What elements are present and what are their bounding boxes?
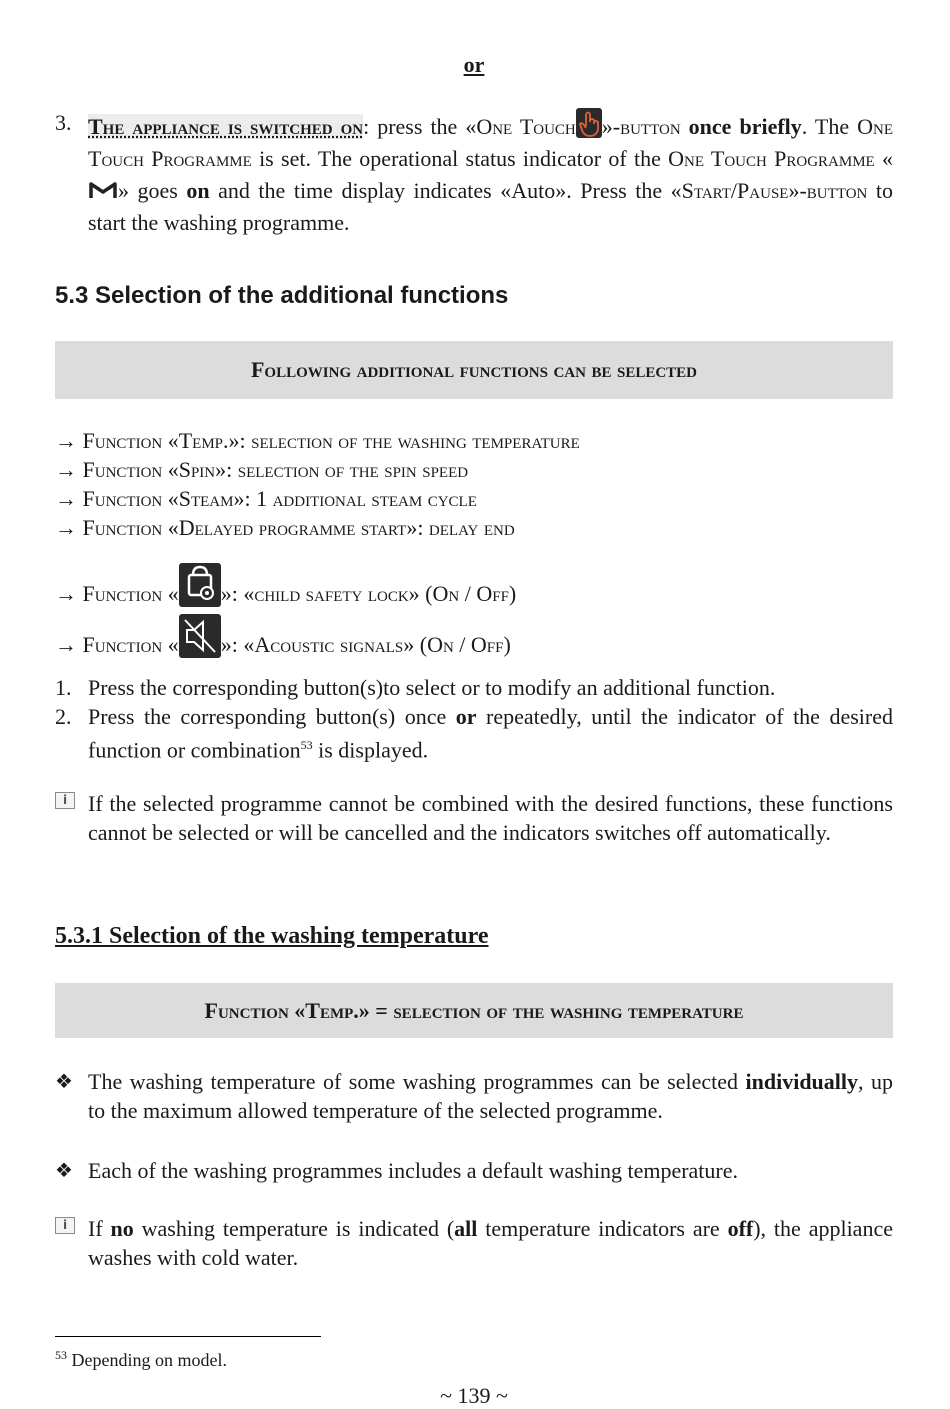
footnote-rule (55, 1336, 321, 1337)
step-2-text: Press the corresponding button(s) once or repeatedly, until the indicator of the desired function or combination$^{53}$ is displayed. (88, 704, 893, 763)
step-1-number: 1. (55, 675, 72, 700)
step-2-number: 2. (55, 704, 72, 729)
m-programme-icon (88, 177, 118, 197)
bullet-icon: ❖ (55, 1071, 73, 1093)
speaker-mute-icon (179, 614, 221, 658)
info-note-1: If the selected programme cannot be combined with the desired functions, these functions cannot be selected or will be cancelled and the indicators switches off automatically. (88, 791, 893, 845)
step-3-text: The appliance is switched on: press the «One Touch »-button once briefly. The One Touch Programme is set. The operational status indicator of the One Touch Programme «» goes on and the time display indicates «Auto». Press the «Start/Pause»-button to start the washing programme. (88, 108, 893, 239)
step-number: 3. (55, 110, 72, 135)
function-delay: → Function «Delayed programme start»: delay end (55, 515, 515, 540)
one-touch-hand-icon (576, 108, 602, 138)
additional-functions-box: Following additional functions can be selected (55, 341, 893, 399)
info-note-2: If no washing temperature is indicated (all temperature indicators are off), the appliance washes with cold water. (88, 1216, 893, 1270)
bullet-1-text: The washing temperature of some washing programmes can be selected individually, up to the maximum allowed temperature of the selected programme. (88, 1069, 894, 1123)
switched-on-highlight: The appliance is switched on (88, 114, 364, 139)
info-icon: i (55, 1217, 75, 1234)
subsection-heading: 5.3.1 Selection of the washing temperature (55, 923, 489, 949)
child-lock-icon (179, 563, 221, 607)
bullet-icon: ❖ (55, 1160, 73, 1182)
section-heading: 5.3 Selection of the additional functions (55, 282, 509, 309)
footnote: $^{53}$ Depending on model. (55, 1348, 227, 1370)
function-spin: → Function «Spin»: selection of the spin speed (55, 457, 469, 482)
step-1-text: Press the corresponding button(s)to select or to modify an additional function. (88, 675, 776, 700)
or-label: or (463, 52, 485, 77)
info-icon: i (55, 792, 75, 809)
function-steam: → Function «Steam»: 1 additional steam cycle (55, 486, 477, 511)
function-acoustic: → Function « »: «Acoustic signals» (On / Off) (55, 614, 511, 658)
page-number: ~ 139 ~ (440, 1383, 508, 1408)
function-temp: → Function «Temp.»: selection of the washing temperature (55, 428, 580, 453)
temperature-function-box: Function «Temp.» = selection of the washing temperature (55, 983, 893, 1038)
bullet-2-text: Each of the washing programmes includes a default washing temperature. (88, 1158, 738, 1183)
function-child-lock: → Function « »: «child safety lock» (On / Off) (55, 563, 516, 607)
